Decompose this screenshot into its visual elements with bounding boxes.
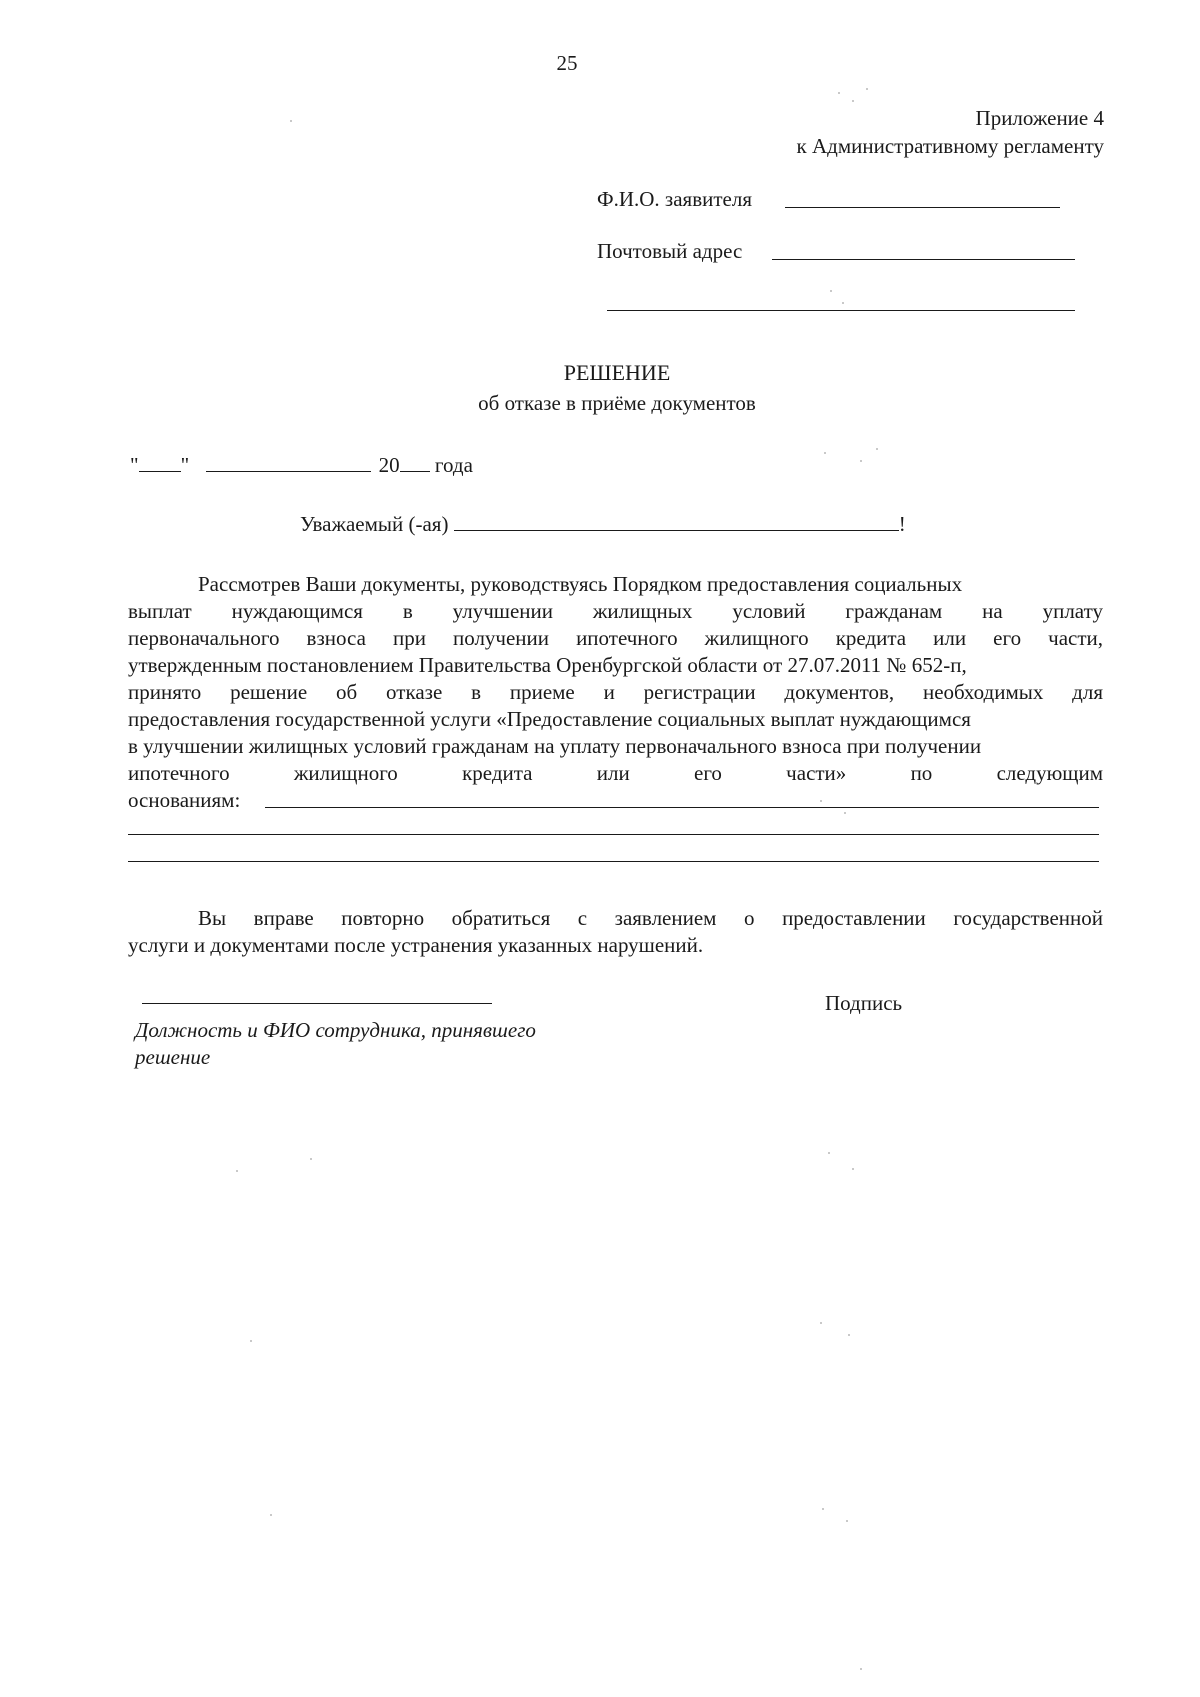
paragraph1-line-7: в улучшении жилищных условий гражданам на уплату первоначального взноса при получении (128, 734, 982, 758)
paragraph1-line-8: ипотечного жилищного кредита или его части» по следующим (128, 761, 1103, 785)
greeting (300, 511, 906, 537)
position-caption-line-2: решение (135, 1045, 211, 1069)
grounds-field-1[interactable] (265, 807, 1099, 808)
decision-title: РЕШЕНИЕ (563, 360, 671, 385)
page-number: 25 (556, 51, 578, 75)
greeting-exclamation: ! (898, 512, 906, 536)
greeting-name-field[interactable] (454, 512, 899, 531)
decision-subtitle: об отказе в приёме документов (478, 391, 756, 415)
date-line (130, 452, 473, 478)
date-year-suffix: года (434, 453, 473, 477)
postal-address-label: Почтовый адрес (597, 239, 743, 263)
paragraph2-line-1: Вы вправе повторно обратиться с заявлением о предоставлении государственной (198, 906, 1103, 930)
paragraph1-line-1: Рассмотрев Ваши документы, руководствуясь Порядком предоставления социальных (198, 572, 963, 596)
date-month-field[interactable] (206, 453, 371, 472)
grounds-label: основаниям: (128, 788, 241, 812)
paragraph1-line-6: предоставления государственной услуги «Предоставление социальных выплат нуждающимся (128, 707, 971, 731)
appendix-line-1: Приложение 4 (975, 106, 1104, 130)
signature-label: Подпись (825, 991, 903, 1015)
grounds-field-2[interactable] (128, 834, 1099, 835)
paragraph1-line-3: первоначального взноса при получении ипотечного жилищного кредита или его части, (128, 626, 1103, 650)
date-open-quote: " (130, 453, 139, 477)
greeting-label: Уважаемый (-ая) (300, 512, 449, 536)
date-year-prefix: 20 (378, 453, 400, 477)
applicant-fio-label: Ф.И.О. заявителя (597, 187, 752, 211)
position-caption-line-1: Должность и ФИО сотрудника, принявшего (135, 1018, 536, 1042)
date-year-field[interactable] (400, 453, 430, 472)
paragraph1-line-5: принято решение об отказе в приеме и регистрации документов, необходимых для (128, 680, 1103, 704)
date-close-quote: " (180, 453, 190, 477)
date-day-field[interactable] (139, 453, 181, 472)
paragraph2-line-2: услуги и документами после устранения указанных нарушений. (128, 933, 704, 957)
postal-address-field-2[interactable] (607, 310, 1075, 311)
paragraph1-line-4: утвержденным постановлением Правительства Оренбургской области от 27.07.2011 № 652-п, (128, 653, 967, 677)
appendix-line-2: к Административному регламенту (796, 134, 1104, 158)
paragraph1-line-2: выплат нуждающимся в улучшении жилищных условий гражданам на уплату (128, 599, 1103, 623)
grounds-field-3[interactable] (128, 861, 1099, 862)
employee-signature-field[interactable] (142, 1003, 492, 1004)
postal-address-field[interactable] (772, 259, 1075, 260)
applicant-fio-field[interactable] (785, 207, 1060, 208)
